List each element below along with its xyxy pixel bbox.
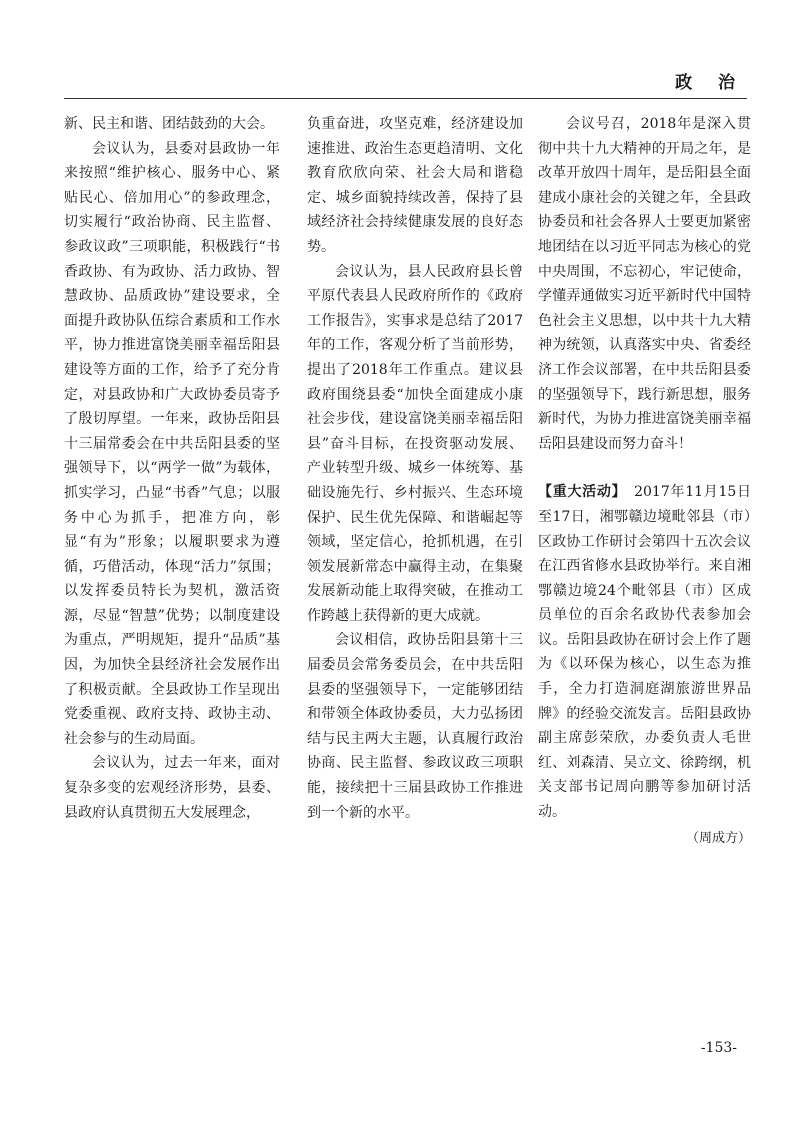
- news-item: [538, 480, 751, 824]
- text-column-1: [64, 112, 280, 825]
- text-column-3: [538, 112, 751, 851]
- paragraph: 负重奋进，攻坚克难，经济建设加速推进、政治生态更趋清明、文化教育欣欣向荣、社会大局和谐稳定、城乡面貌持续改善，保持了县域经济社会持续健康发展的良好态势。: [307, 116, 523, 255]
- header-rule: [64, 98, 747, 99]
- paragraph: 新、民主和谐、团结鼓劲的大会。: [64, 116, 274, 132]
- news-tag: 【重大活动】: [538, 484, 620, 501]
- section-header-title: 政 治: [675, 73, 745, 93]
- paragraph: 会议认为，县委对县政协一年来按照“维护核心、服务中心、紧贴民心、倍加用心”的参政理念，切实履行“政治协商、民主监督、参政议政”三项职能，积极践行“书香政协、有为政协、活力政协、智慧政协、品质政协”建设要求，全面提升政协队伍综合素质和工作水平，协力推进富饶美丽幸福岳阳县建设等方面的工作，给予了充分肯定，对县政协和广大政协委员寄予了殷切厚望。一年来，政协岳阳县十三届常委会在中共岳阳县委的坚强领导下，以“两学一做”为载体，抓实学习，凸显“书香”气息；以服务中心为抓手，把准方向，彰显“有为”形象；以履职要求为遵循，巧借活动，体现“活力”氛围；以发挥委员特长为契机，激活资源，尽显“智慧”优势；以制度建设为重点，严明规矩，提升“品质”基因，为加快全县经济社会发展作出了积极贡献。全县政协工作呈现出党委重视、政府支持、政协主动、社会参与的生动局面。: [64, 140, 280, 747]
- paragraph: 会议号召，2018年是深入贯彻中共十九大精神的开局之年，是改革开放四十周年，是岳阳县全面建成小康社会的关键之年，全县政协委员和社会各界人士要更加紧密地团结在以习近平同志为核心的党中央周围，不忘初心，牢记使命，学懂弄通做实习近平新时代中国特色社会主义思想，以中共十九大精神为统领，认真落实中央、省委经济工作会议部署，在中共岳阳县委的坚强领导下，践行新思想，服务新时代，为协力推进富饶美丽幸福岳阳县建设而努力奋斗！: [538, 116, 751, 452]
- spacer: [538, 456, 751, 480]
- news-body: 2017年11月15日至17日，湘鄂赣边境毗邻县（市）区政协工作研讨会第四十五次会议在江西省修水县政协举行。来自湘鄂赣边境24个毗邻县（市）区成员单位的百余名政协代表参加会议。岳阳县政协在研讨会上作了题为《以环保为核心，以生态为推手，全力打造洞庭湖旅游世界品牌》的经验交流发言。岳阳县政协副主席彭荣欣，办委负责人毛世红、刘森清、吴立文、徐跨纲，机关支部书记周向鹏等参加研讨活动。: [538, 484, 752, 821]
- paragraph: 会议认为，县人民政府县长曾平原代表县人民政府所作的《政府工作报告》，实事求是总结了2017年的工作，客观分析了当前形势，提出了2018年工作重点。建议县政府围绕县委“加快全面建成小康社会步伐，建设富饶美丽幸福岳阳县”奋斗目标，在投资驱动发展、产业转型升级、城乡一体统筹、基础设施先行、乡村振兴、生态环境保护、民生优先保障、和谐崛起等领域，坚定信心，抢抓机遇，在引领发展新常态中赢得主动，在集聚发展新动能上取得突破，在推动工作跨越上获得新的更大成就。: [307, 263, 523, 624]
- text-column-2: [307, 112, 523, 825]
- paragraph: 会议认为，过去一年来，面对复杂多变的宏观经济形势，县委、县政府认真贯彻五大发展理念，: [64, 755, 280, 821]
- page-number: -153-: [700, 1040, 737, 1056]
- author-byline: （周成方）: [685, 830, 751, 846]
- paragraph: 会议相信，政协岳阳县第十三届委员会常务委员会，在中共岳阳县委的坚强领导下，一定能够团结和带领全体政协委员，大力弘扬团结与民主两大主题，认真履行政治协商、民主监督、参政议政三项职能，接续把十三届县政协工作推进到一个新的水平。: [307, 632, 523, 821]
